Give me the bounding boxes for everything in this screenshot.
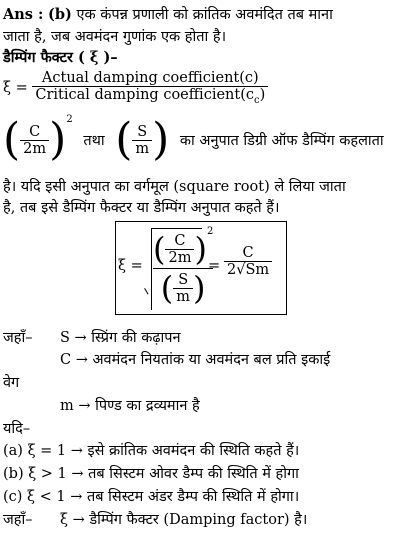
case-a: (a) ξ = 1 → इसे क्रांतिक अवमंदन की स्थिति कहते हैं। (3, 443, 300, 459)
case-c: (c) ξ < 1 → तब सिस्टम अंडर डैम्प की स्थिति में होगा। (3, 489, 300, 505)
boxed-c-2m (165, 233, 194, 266)
c-num: C (29, 123, 41, 140)
paren-open-2: ( (115, 114, 133, 165)
denominator-sub: c (253, 94, 260, 106)
s-num: S (137, 123, 148, 140)
sqrt-bar (152, 228, 202, 229)
boxed-c-num: C (174, 232, 186, 249)
boxed-r-prefix: 2 (227, 262, 237, 278)
answer-line-1 (3, 4, 333, 24)
boxed-s-num: S (178, 271, 189, 288)
if-label: यदि– (3, 421, 31, 437)
s-over-m (132, 124, 152, 157)
ratio-text-3: है, तब इसे डैम्पिंग फैक्टर या डैम्पिंग अनुपात कहते हैं। (3, 200, 280, 216)
s-den: m (132, 140, 152, 157)
boxed-equals: = (208, 258, 221, 274)
last-where-label: जहाँ– (3, 512, 33, 528)
boxed-r-rad: Sm (245, 262, 270, 278)
boxed-exp: 2 (206, 226, 214, 237)
answer-option: (b) (47, 6, 72, 23)
boxed-outer-den: ( $\frac{S}{m}$ ) (153, 268, 213, 307)
exponent: 2 (66, 114, 73, 125)
boxed-xi: ξ = (118, 258, 143, 274)
boxed-outer-num: ( $\frac{C}{2m}$ )$^2$ (153, 226, 214, 268)
paren-open: ( (3, 114, 21, 165)
answer-text-2: जाता है, जब अवमंदन गुणांक एक होता है। (3, 29, 227, 45)
c-over-2m (20, 124, 49, 157)
denominator (32, 86, 268, 106)
ratio-text-2: है। यदि इसी अनुपात का वर्गमूल (square root) ले लिया जाता (3, 179, 346, 195)
boxed-big-fraction (153, 226, 214, 307)
boxed-outer-frac (153, 226, 214, 307)
boxed-s-den: m (173, 288, 193, 305)
sqrt-stroke (151, 228, 152, 310)
where-c-2: वेग (3, 375, 20, 391)
where-c-1: C → अवमंदन नियतांक या अवमंदन बल प्रति इकाई (60, 352, 331, 368)
xi-equals: ξ = (3, 79, 28, 96)
answer-text-1: एक कंपन्न प्रणाली को क्रांतिक अवमंदित तब माना (76, 7, 333, 23)
ratio-text-1: का अनुपात डिग्री ऑफ डैम्पिंग कहलाता (179, 133, 384, 149)
boxed-r-num: C (242, 245, 254, 261)
boxed-r-den: 2√Sm (224, 261, 272, 278)
numerator: Actual damping coefficient(c) (41, 70, 259, 86)
denominator-close: ) (259, 87, 266, 103)
where-s: S → स्प्रिंग की कढ़ापन (60, 330, 181, 346)
boxed-s-m (173, 272, 193, 305)
where-label: जहाँ– (3, 330, 33, 346)
case-b: (b) ξ > 1 → तब सिस्टम ओवर डैम्प की स्थिति में होगा (3, 466, 299, 482)
section-heading: डैम्पिंग फैक्टर ( ξ )– (3, 49, 118, 66)
c-den: 2m (20, 140, 49, 157)
paren-close: ) (49, 114, 67, 165)
ratio-line (3, 114, 384, 165)
boxed-result-frac (224, 245, 272, 278)
where-m: m → पिण्ड का द्रव्यमान है (60, 398, 200, 414)
denominator-text: Critical damping coefficient(c (35, 87, 254, 103)
connector: तथा (83, 133, 105, 149)
boxed-c-den: 2m (165, 249, 194, 266)
damping-fraction (32, 70, 268, 106)
answer-prefix: Ans : (3, 6, 44, 23)
paren-close-2: ) (152, 114, 170, 165)
boxed-result (224, 245, 272, 278)
formula-damping-factor (3, 70, 268, 106)
last-where-line: ξ → डैम्पिंग फैक्टर (Damping factor) है। (60, 512, 308, 528)
